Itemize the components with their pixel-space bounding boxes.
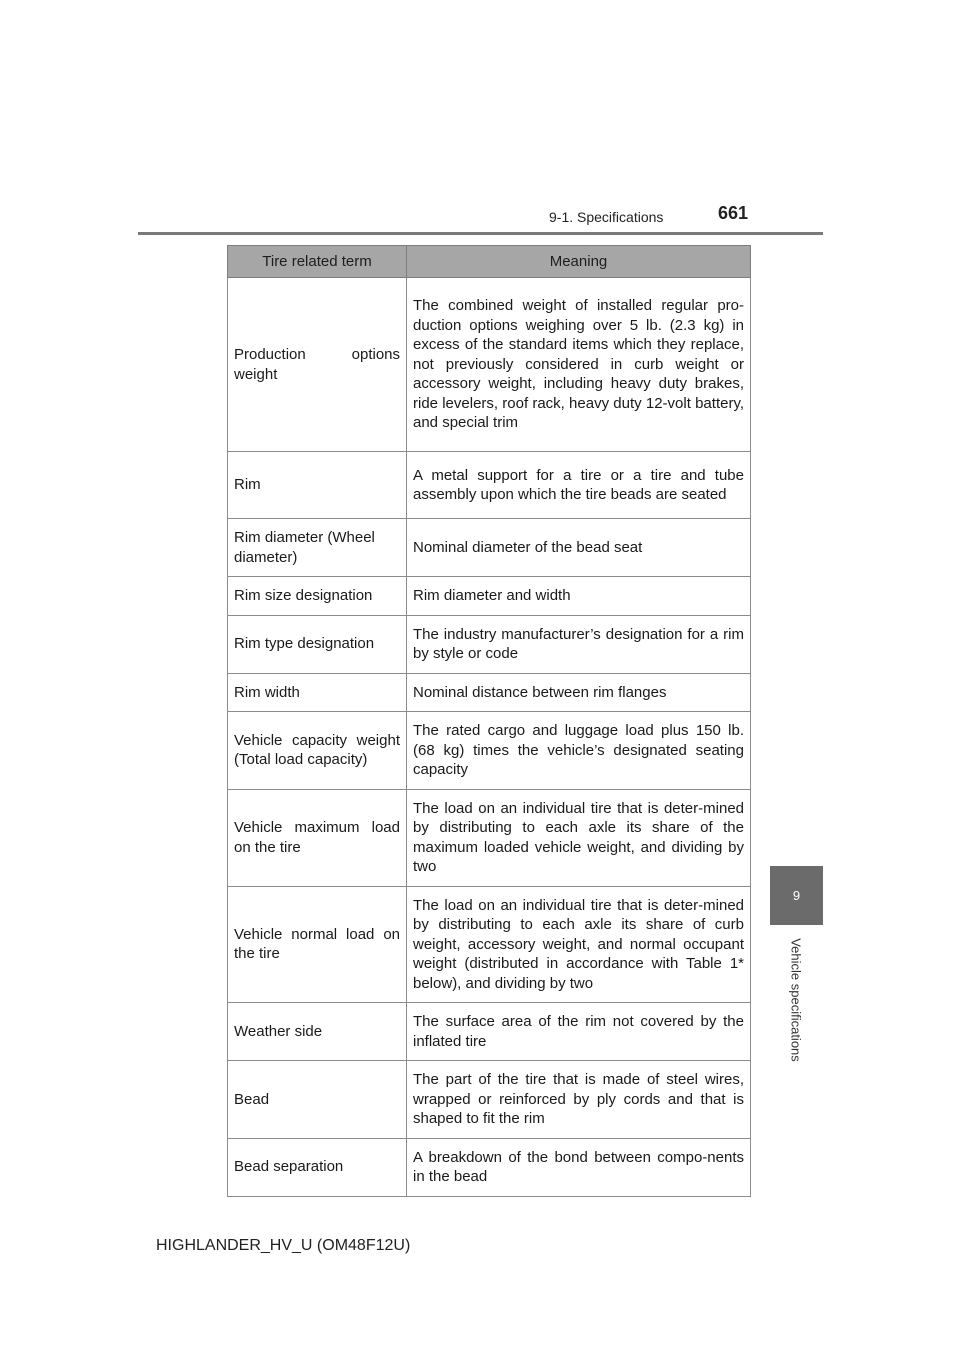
meaning-cell: The combined weight of installed regular pro-duction options weighing over 5 lb. (2.3 kg) in excess of the standard items which they replace, not previously considered in curb weight or accessory weight, including heavy duty brakes, ride levelers, roof rack, heavy duty 12-volt battery, and special trim bbox=[407, 278, 751, 452]
meaning-cell: Rim diameter and width bbox=[407, 577, 751, 616]
table-row bbox=[228, 278, 751, 452]
term-cell: Bead separation bbox=[228, 1138, 407, 1196]
meaning-cell: A breakdown of the bond between compo-nents in the bead bbox=[407, 1138, 751, 1196]
term-cell: Vehicle normal load on the tire bbox=[228, 886, 407, 1003]
page-number: 661 bbox=[718, 203, 749, 223]
term-cell: Rim width bbox=[228, 673, 407, 712]
section-title: 9-1. Specifications bbox=[549, 209, 664, 225]
table-row bbox=[228, 577, 751, 616]
term-cell: Production options weight bbox=[228, 278, 407, 452]
table-row bbox=[228, 789, 751, 886]
term-cell: Vehicle maximum load on the tire bbox=[228, 789, 407, 886]
term-cell: Rim type designation bbox=[228, 615, 407, 673]
meaning-cell: The load on an individual tire that is deter-mined by distributing to each axle its share of the maximum loaded vehicle weight, and dividing by two bbox=[407, 789, 751, 886]
table-row bbox=[228, 519, 751, 577]
meaning-cell: A metal support for a tire or a tire and tube assembly upon which the tire beads are seated bbox=[407, 452, 751, 519]
table-row bbox=[228, 673, 751, 712]
chapter-tab[interactable] bbox=[770, 866, 823, 925]
model-code-footer: HIGHLANDER_HV_U (OM48F12U) bbox=[156, 1237, 411, 1254]
meaning-cell: The part of the tire that is made of steel wires, wrapped or reinforced by ply cords and that is shaped to fit the rim bbox=[407, 1061, 751, 1139]
term-cell: Rim diameter (Wheel diameter) bbox=[228, 519, 407, 577]
table-row bbox=[228, 1061, 751, 1139]
header-divider bbox=[138, 232, 823, 235]
meaning-cell: The rated cargo and luggage load plus 150 lb. (68 kg) times the vehicle’s designated seating capacity bbox=[407, 712, 751, 790]
meaning-cell: Nominal distance between rim flanges bbox=[407, 673, 751, 712]
term-cell: Weather side bbox=[228, 1003, 407, 1061]
chapter-number: 9 bbox=[792, 888, 801, 903]
meaning-cell: The surface area of the rim not covered by the inflated tire bbox=[407, 1003, 751, 1061]
term-cell: Bead bbox=[228, 1061, 407, 1139]
table-row bbox=[228, 712, 751, 790]
table-header-row bbox=[228, 246, 751, 278]
meaning-cell: The load on an individual tire that is deter-mined by distributing to each axle its share of curb weight, accessory weight, and normal occupant weight (distributed in accordance with Table 1* below), and dividing by two bbox=[407, 886, 751, 1003]
meaning-cell: Nominal diameter of the bead seat bbox=[407, 519, 751, 577]
table-row bbox=[228, 1138, 751, 1196]
table-row bbox=[228, 1003, 751, 1061]
column-header-term: Tire related term bbox=[228, 246, 407, 278]
table-row bbox=[228, 886, 751, 1003]
term-cell: Rim size designation bbox=[228, 577, 407, 616]
column-header-meaning: Meaning bbox=[407, 246, 751, 278]
table-row bbox=[228, 615, 751, 673]
chapter-label: Vehicle specifications bbox=[788, 938, 804, 1062]
tire-terms-table bbox=[227, 245, 751, 1197]
table-row bbox=[228, 452, 751, 519]
term-cell: Vehicle capacity weight (Total load capacity) bbox=[228, 712, 407, 790]
meaning-cell: The industry manufacturer’s designation for a rim by style or code bbox=[407, 615, 751, 673]
term-cell: Rim bbox=[228, 452, 407, 519]
